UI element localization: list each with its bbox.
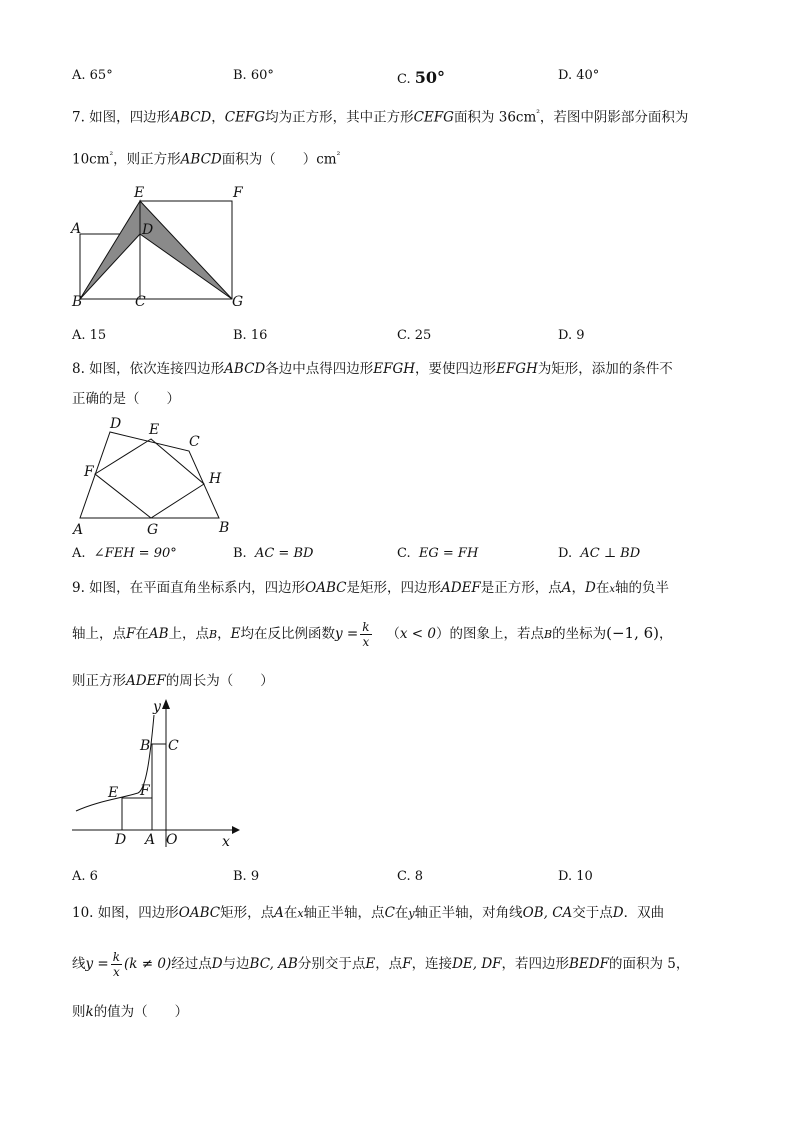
q7-figure	[68, 183, 253, 311]
q7-label-b: B	[72, 294, 83, 310]
q9-option-b: B. 9	[233, 869, 260, 884]
q9-stem-line1: 9. 如图，在平面直角坐标系内，四边形OABC是矩形，四边形ADEF是正方形，点A，D在x轴的负半	[72, 580, 670, 596]
q9-option-d: D. 10	[558, 869, 593, 884]
q6-option-c: C. 50°	[397, 68, 446, 87]
q7-label-d: D	[142, 222, 154, 238]
q10-stem-line3: 则k的值为（ ）	[72, 1004, 189, 1020]
q6-option-b: B. 60°	[233, 68, 274, 83]
q9-fraction: $\frac{k}{x}$	[362, 620, 370, 649]
q8-stem-line1: 8. 如图，依次连接四边形ABCD各边中点得四边形EFGH，要使四边形EFGH为矩形，添加的条件不	[72, 361, 673, 377]
q7-shaded-triangle-right	[140, 201, 232, 299]
q9-label-x: x	[222, 834, 230, 849]
q7-label-g: G	[232, 294, 244, 310]
q9-rect-oabc	[152, 744, 166, 830]
q9-label-a: A	[145, 832, 156, 848]
q9-stem-line3: 则正方形ADEF的周长为（ ）	[72, 673, 274, 689]
q7-option-b: B. 16	[233, 328, 268, 343]
q8-label-a: A	[73, 522, 84, 538]
q7-option-c: C. 25	[397, 328, 432, 343]
q9-option-a: A. 6	[72, 869, 98, 884]
q8-option-b: B. AC = BD	[233, 546, 314, 561]
q7-stem-line1: 7. 如图，四边形ABCD，CEFG均为正方形，其中正方形CEFG面积为 $36cm^{^2}$，若图中阴影部分面积为	[72, 109, 689, 126]
q6-option-c-value: 50°	[414, 68, 446, 87]
q7-label-f: F	[233, 185, 243, 201]
q10-stem-line2: 线y = $\frac{k}{x}$ (k ≠ 0)经过点D与边BC, AB分别交于点E，点F，连接DE, DF，若四边形BEDF的面积为 5，	[72, 950, 690, 979]
q9-square-adef	[122, 798, 152, 830]
q9-label-y: y	[153, 699, 161, 715]
q9-option-c: C. 8	[397, 869, 424, 884]
q8-option-d: D. AC ⊥ BD	[558, 546, 641, 561]
q9-label-f: F	[140, 783, 150, 799]
q8-label-f: F	[84, 464, 94, 480]
q10-stem-line1: 10. 如图，四边形OABC矩形，点A在x轴正半轴，点C在y轴正半轴，对角线OB, CA交于点D．双曲	[72, 905, 665, 921]
q7-stem-line2: $10cm^{^2}$，则正方形ABCD面积为（ ）$cm^{^2}$	[72, 151, 341, 168]
q8-figure	[68, 414, 238, 538]
q9-label-e: E	[108, 785, 119, 801]
q7-option-d: D. 9	[558, 328, 585, 343]
q9-stem-line2: 轴上，点F在AB上，点B，E均在反比例函数y = $\frac{k}{x}$ （x < 0）的图象上，若点B的坐标为(−1, 6)，	[72, 620, 673, 649]
q7-label-c: C	[135, 294, 146, 310]
q8-label-g: G	[147, 522, 159, 538]
q8-stem-line2: 正确的是（ ）	[72, 391, 180, 407]
q6-option-d: D. 40°	[558, 68, 600, 83]
q8-label-h: H	[209, 471, 222, 487]
q9-label-b: B	[140, 738, 151, 754]
q8-label-c: C	[189, 434, 200, 450]
q8-label-d: D	[110, 416, 122, 432]
q7-label-a: A	[71, 221, 82, 237]
q7-label-e: E	[134, 185, 145, 201]
q8-label-e: E	[149, 422, 160, 438]
q10-fraction: $\frac{k}{x}$	[112, 950, 121, 979]
q9-label-c: C	[168, 738, 179, 754]
q9-figure	[68, 697, 243, 849]
q9-label-o: O	[166, 832, 178, 848]
q9-label-d: D	[115, 832, 127, 848]
q8-option-c: C. EG = FH	[397, 546, 479, 561]
q6-option-a: A. 65°	[72, 68, 113, 83]
q8-label-b: B	[219, 520, 230, 536]
q7-option-a: A. 15	[72, 328, 107, 343]
q7-shaded-triangle-left	[80, 201, 140, 299]
q8-option-a: A. ∠FEH = 90°	[72, 546, 177, 561]
